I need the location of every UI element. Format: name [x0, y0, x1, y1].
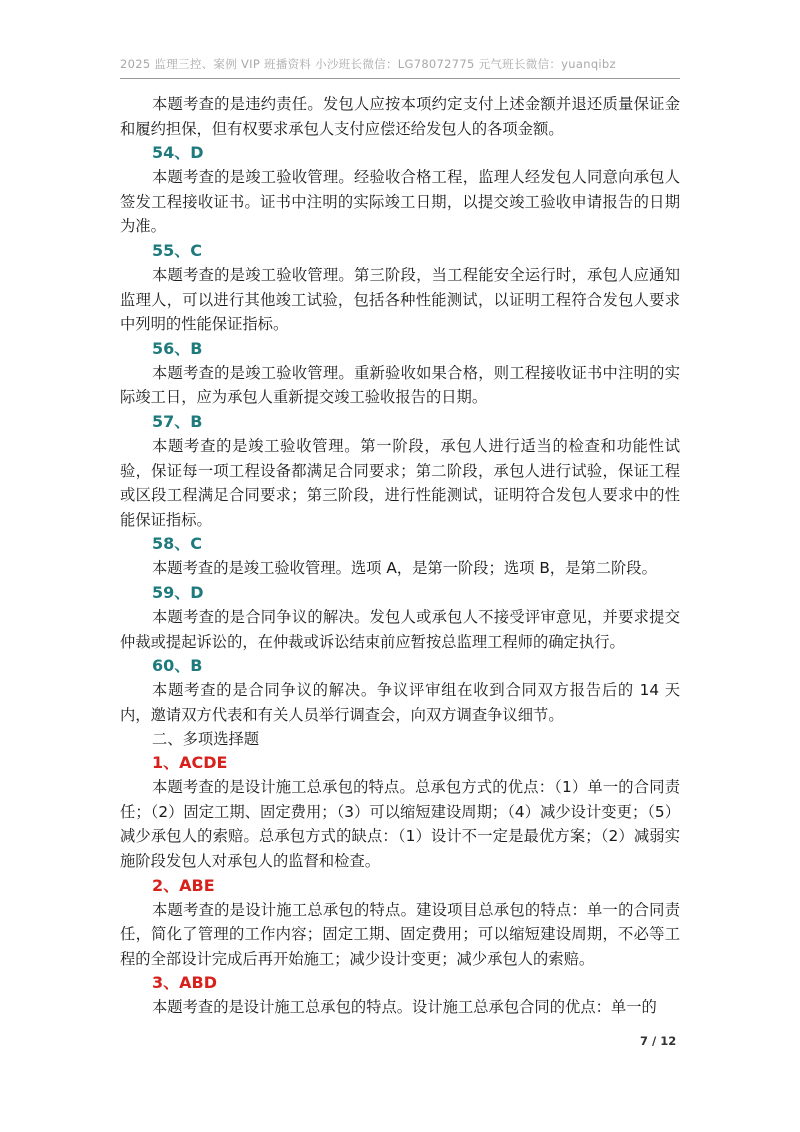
explanation-paragraph: 本题考查的是竣工验收管理。经验收合格工程，监理人经发包人同意向承包人签发工程接收证书。证书中注明的实际竣工日期，以提交竣工验收申请报告的日期为准。 [120, 168, 680, 236]
header-text: 2025 监理三控、案例 VIP 班播资料 小沙班长微信：LG78072775 元气班长微信：yuanqibz [120, 57, 616, 71]
explanation-paragraph: 本题考查的是合同争议的解决。发包人或承包人不接受评审意见，并要求提交仲裁或提起诉讼的，在仲裁或诉讼结束前应暂按总监理工程师的确定执行。 [120, 607, 680, 651]
explanation-paragraph: 本题考查的是违约责任。发包人应按本项约定支付上述金额并退还质量保证金和履约担保，但有权要求承包人支付应偿还给发包人的各项金额。 [120, 95, 680, 138]
answer-label: 55、C [152, 240, 203, 260]
explanation-paragraph: 本题考查的是设计施工总承包的特点。设计施工总承包合同的优点：单一的 [152, 998, 657, 1017]
explanation-paragraph: 本题考查的是竣工验收管理。第三阶段，当工程能安全运行时，承包人应通知监理人，可以进行其他竣工试验，包括各种性能测试，以证明工程符合发包人要求中列明的性能保证指标。 [120, 265, 680, 334]
answer-label: 58、C [152, 534, 203, 554]
page-number: 7 / 12 [640, 1034, 677, 1048]
answer-label: 57、B [152, 411, 203, 431]
explanation-paragraph: 本题考查的是竣工验收管理。选项 A，是第一阶段；选项 B，是第二阶段。 [152, 559, 657, 578]
answer-label: 3、ABD [152, 973, 217, 993]
page-header [120, 56, 680, 79]
answer-label: 59、D [152, 582, 204, 602]
section-heading: 二、多项选择题 [152, 730, 260, 749]
explanation-paragraph: 本题考查的是设计施工总承包的特点。建设项目总承包的特点：单一的合同责任，简化了管理的工作内容；固定工期、固定费用；可以缩短建设周期，不必等工程的全部设计完成后再开始施工；减少设计变更；减少承包人的索赔。 [120, 900, 680, 968]
explanation-paragraph: 本题考查的是竣工验收管理。重新验收如果合格，则工程接收证书中注明的实际竣工日，应为承包人重新提交竣工验收报告的日期。 [120, 363, 680, 407]
answer-label: 56、B [152, 338, 203, 358]
explanation-paragraph: 本题考查的是竣工验收管理。第一阶段，承包人进行适当的检查和功能性试验，保证每一项工程设备都满足合同要求；第二阶段，承包人进行试验，保证工程或区段工程满足合同要求；第三阶段，进行性能测试，证明符合发包人要求中的性能保证指标。 [120, 436, 680, 529]
answer-label: 60、B [152, 656, 203, 676]
explanation-paragraph: 本题考查的是设计施工总承包的特点。总承包方式的优点：（1）单一的合同责任；（2）固定工期、固定费用；（3）可以缩短建设周期；（4）减少设计变更；（5）减少承包人的索赔。总承包方式的缺点：（1）设计不一定是最优方案；（2）减弱实施阶段发包人对承包人的监督和检查。 [120, 778, 680, 871]
answer-label: 54、D [152, 143, 204, 163]
answer-label: 1、ACDE [152, 753, 228, 773]
document-body [120, 92, 680, 1020]
explanation-paragraph: 本题考查的是合同争议的解决。争议评审组在收到合同双方报告后的 14 天内，邀请双方代表和有关人员举行调查会，向双方调查争议细节。 [120, 681, 680, 724]
answer-label: 2、ABE [152, 875, 215, 895]
